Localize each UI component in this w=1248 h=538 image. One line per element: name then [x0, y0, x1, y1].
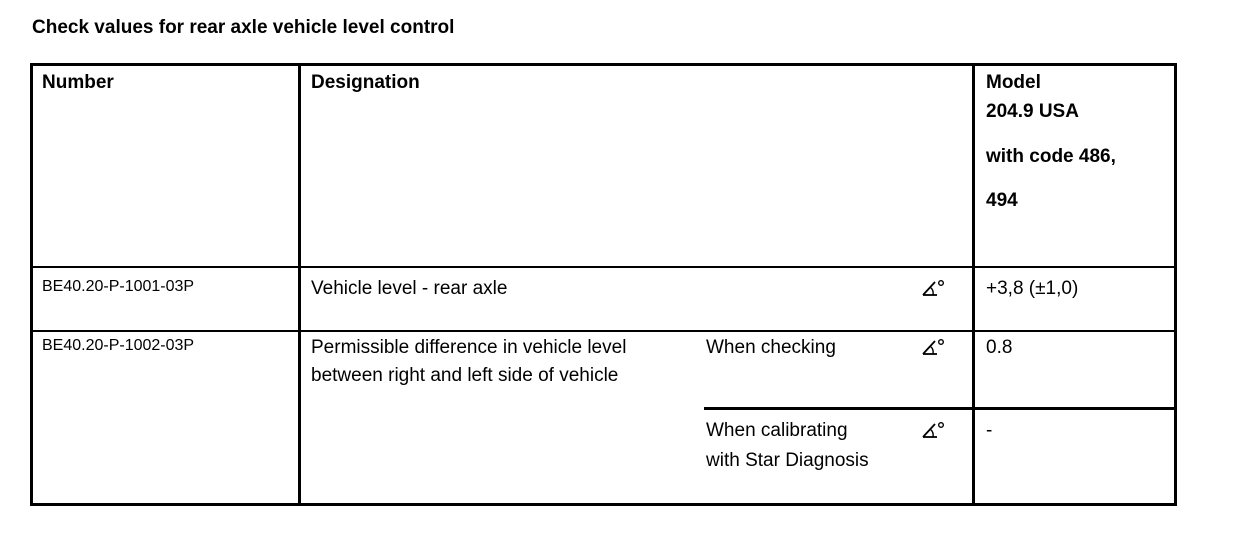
angle-degree-icon	[921, 421, 945, 439]
table-border-left	[30, 63, 33, 506]
model-line-3: 494	[986, 190, 1018, 211]
header-designation: Designation	[311, 72, 420, 93]
row-divider	[30, 330, 1177, 332]
row2-number: BE40.20-P-1002-03P	[42, 337, 195, 354]
row2-designation-line-2: between right and left side of vehicle	[311, 365, 619, 386]
row2-sub2-condition-line-2: with Star Diagnosis	[706, 450, 869, 471]
row1-value: +3,8 (±1,0)	[986, 278, 1079, 299]
model-label: Model	[986, 72, 1041, 93]
row2-sub2-value: -	[986, 420, 993, 441]
page-title: Check values for rear axle vehicle level control	[32, 17, 455, 38]
angle-degree-icon	[921, 279, 945, 297]
row1-designation: Vehicle level - rear axle	[311, 278, 508, 299]
header-number: Number	[42, 72, 114, 93]
column-divider-designation	[972, 63, 975, 506]
sub-row-divider	[704, 407, 1177, 410]
table-border-bottom	[30, 503, 1177, 506]
table-border-right	[1174, 63, 1177, 506]
table-border-top	[30, 63, 1177, 66]
model-line-2: with code 486,	[986, 146, 1116, 167]
angle-degree-icon	[921, 338, 945, 356]
row2-designation-line-1: Permissible difference in vehicle level	[311, 337, 627, 358]
header-model	[986, 68, 1116, 215]
row2-sub1-value: 0.8	[986, 337, 1013, 358]
row2-sub2-condition-line-1: When calibrating	[706, 420, 848, 441]
row1-number: BE40.20-P-1001-03P	[42, 278, 195, 295]
column-divider-number	[298, 63, 301, 506]
row2-sub1-condition: When checking	[706, 337, 836, 358]
model-line-1: 204.9 USA	[986, 101, 1079, 122]
header-row-divider	[30, 266, 1177, 268]
